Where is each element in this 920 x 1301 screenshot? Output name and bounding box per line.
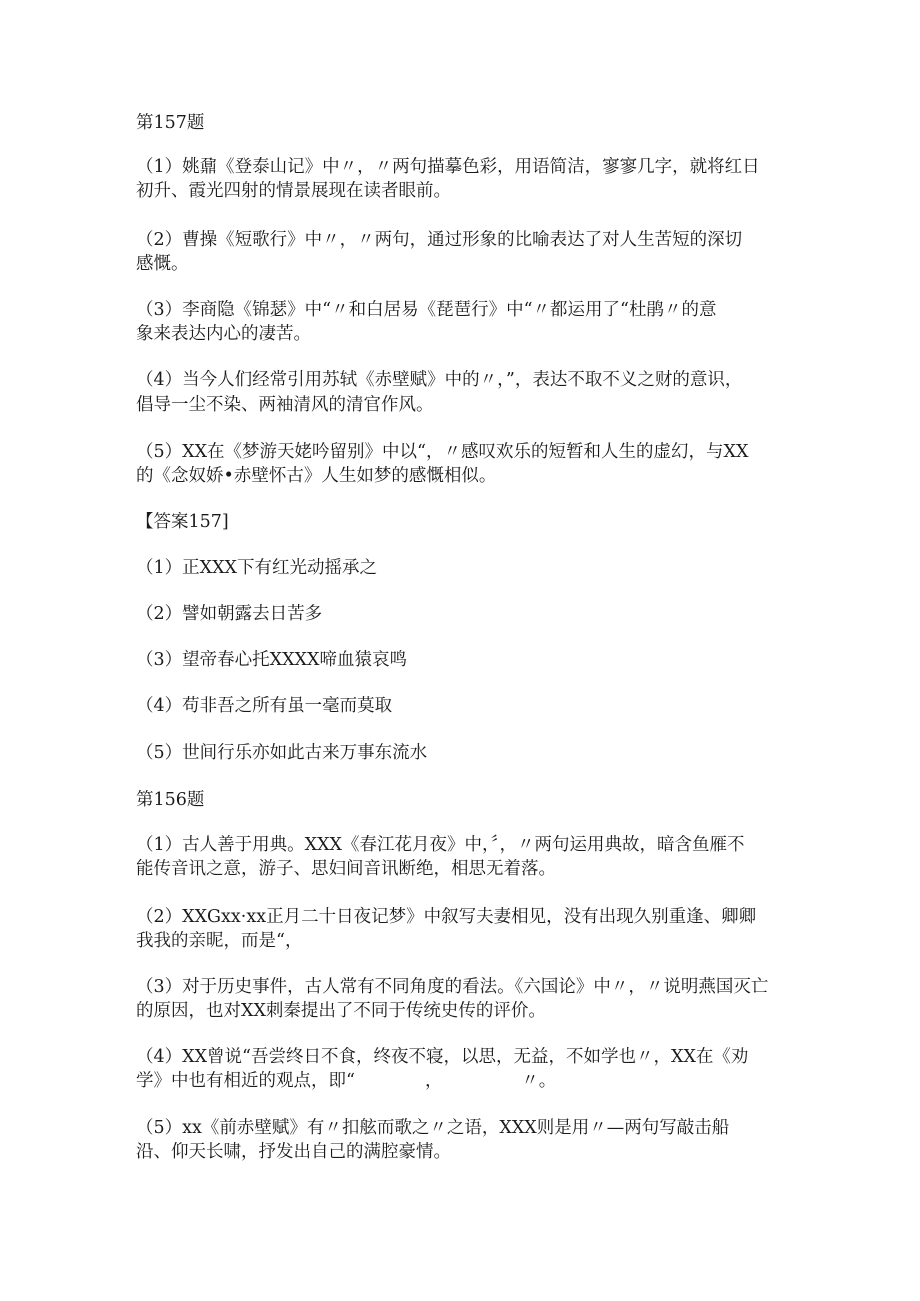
answer-157-item-4: （4）苟非吾之所有虽一毫而莫取 [136,696,393,716]
q157-item-1-line-1: （1）姚鼐《登泰山记》中〃，〃两句描摹色彩，用语简洁，寥寥几字，就将红日 [136,157,760,177]
q156-item-2-line-1: （2）XXGxx·xx正月二十日夜记梦》中叙写夫妻相见，没有出现久别重逢、卿卿 [136,907,757,927]
question-157-heading: 第157题 [136,113,205,133]
q157-item-2-line-1: （2）曹操《短歌行》中〃，〃两句，通过形象的比喻表达了对人生苦短的深切 [136,230,743,250]
q157-item-3-line-2: 象来表达内心的凄苦。 [136,324,311,344]
answer-157-heading: 【答案157] [136,512,229,532]
q157-item-4-line-2: 倡导一尘不染、两袖清风的清官作风。 [136,395,434,415]
q156-item-1-line-1: （1）古人善于用典。XXX《春江花月夜》中，〞，〃两句运用典故，暗含鱼雁不 [136,835,745,855]
answer-157-item-2: （2）譬如朝露去日苦多 [136,604,323,624]
answer-157-item-5: （5）世间行乐亦如此古来万事东流水 [136,743,428,763]
q156-item-3-line-1: （3）对于历史事件，古人常有不同角度的看法。《六国论》中〃，〃说明燕国灭亡 [136,977,769,997]
q156-item-5-line-1: （5）xx《前赤壁赋》有〃扣舷而歌之〃之语，XXX则是用〃—两句写敲击船 [136,1118,730,1138]
q157-item-3-line-1: （3）李商隐《锦瑟》中“〃和白居易《琵琶行》中“〃都运用了“杜鹃〃的意 [136,300,717,320]
q156-item-5-line-2: 沿、仰天长啸，抒发出自己的满腔豪情。 [136,1142,451,1162]
answer-157-item-1: （1）正XXX下有红光动摇承之 [136,558,378,578]
q156-item-4-line-1: （4）XX曾说“吾尝终日不食，终夜不寝，以思，无益，不如学也〃，XX在《劝 [136,1047,749,1067]
q157-item-4-line-1: （4）当今人们经常引用苏轼《赤壁赋》中的〃，”，表达不取不义之财的意识， [136,370,743,390]
q157-item-5-line-2: 的《念奴娇•赤壁怀古》人生如梦的感慨相似。 [136,466,497,486]
q156-item-2-line-2: 我我的亲昵，而是“， [136,931,303,951]
q156-item-1-line-2: 能传音讯之意，游子、思妇间音讯断绝，相思无着落。 [136,859,556,879]
q157-item-5-line-1: （5）XX在《梦游天姥吟留别》中以“，〃感叹欢乐的短暂和人生的虚幻，与XX [136,442,749,462]
q156-item-4-line-2: 学》中也有相近的观点，即“ ， 〃。 [136,1071,557,1091]
q157-item-2-line-2: 感慨。 [136,254,189,274]
answer-157-item-3: （3）望帝春心托XXXX啼血猿哀鸣 [136,650,407,670]
q157-item-1-line-2: 初升、霞光四射的情景展现在读者眼前。 [136,181,451,201]
question-156-heading: 第156题 [136,790,205,810]
q156-item-3-line-2: 的原因，也对XX刺秦提出了不同于传统史传的评价。 [136,1001,546,1021]
